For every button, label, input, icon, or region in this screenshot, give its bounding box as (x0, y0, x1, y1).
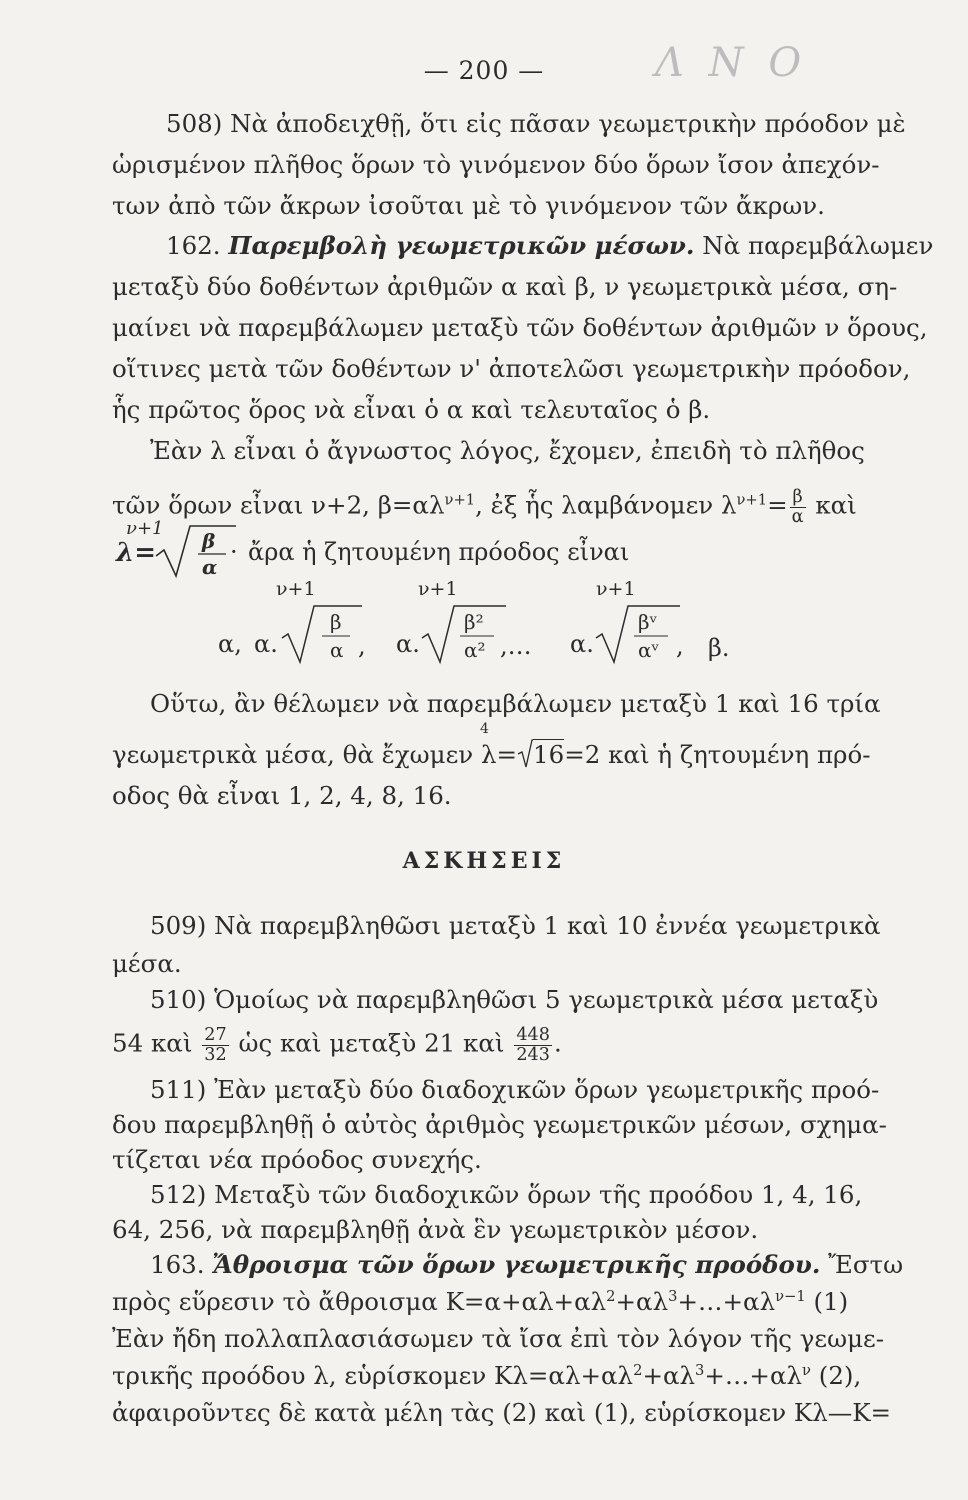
radical-sign-16 (517, 739, 533, 769)
text-part: (1) (805, 1287, 849, 1317)
p508-line-1: 508) Νὰ ἀποδειχθῇ, ὅτι εἰς πᾶσαν γεωμετρικὴν πρόοδον μὲ (166, 109, 906, 138)
page-number: — 200 — (423, 56, 545, 85)
seq-first-term: α, (218, 630, 242, 658)
p511-line-3: τίζεται νέα πρόοδος συνεχής. (112, 1145, 482, 1174)
p509-line-2: μέσα. (112, 949, 182, 978)
radicand: 16 (533, 740, 565, 769)
exponent: 2 (606, 1288, 616, 1305)
seq-term2-sep: ,… (500, 632, 532, 660)
therefore-text: ἄρα ἡ ζητουμένη πρόοδος εἶναι (248, 538, 630, 566)
p512-line-2: 64, 256, νὰ παρεμβληθῇ ἀνὰ ἓν γεωμετρικὸν μέσον. (112, 1215, 759, 1244)
exponent: ν+1 (736, 491, 768, 509)
s162-line-2: μεταξὺ δύο δοθέντων ἀριθμῶν α καὶ β, ν γεωμετρικὰ μέσα, ση- (112, 272, 898, 301)
text-part: 54 καὶ (112, 1028, 193, 1058)
root-denominator: α (202, 555, 218, 579)
fraction-denominator: 243 (516, 1044, 550, 1065)
seq-index-1: ν+1 (276, 578, 316, 600)
text-part: =2 καὶ ἡ ζητουμένη πρό- (564, 740, 871, 769)
s162-line-6: Ἐὰν λ εἶναι ὁ ἄγνωστος λόγος, ἔχομεν, ἐπειδὴ τὸ πλῆθος (150, 436, 865, 465)
fraction-denominator: 32 (204, 1044, 227, 1065)
s163-line-3: Ἐὰν ἤδη πολλαπλασιάσωμεν τὰ ἴσα ἐπὶ τὸν λόγον τῆς γεωμε- (112, 1324, 885, 1353)
s163-line-4 (112, 1361, 862, 1391)
seq-termn-denominator: αᵛ (638, 638, 659, 662)
exponent: ν (802, 1362, 811, 1379)
text-part: τῶν ὅρων εἶναι ν+2, β=αλ (112, 490, 445, 520)
text-part: , ἐξ ἧς λαμβάνομεν λ (475, 490, 737, 520)
s162-number: 162. (166, 231, 221, 260)
lambda-label: λ= (116, 538, 157, 568)
s163-line-1 (150, 1250, 904, 1279)
seq-termn-numerator: βᵛ (638, 610, 658, 634)
exponent: 3 (695, 1362, 705, 1379)
text-part: (2), (810, 1361, 862, 1391)
example-line-2 (112, 740, 871, 769)
s163-number: 163. (150, 1250, 205, 1279)
text-part: ὡς καὶ μεταξὺ 21 καὶ (238, 1028, 505, 1058)
seq-last-term: β. (708, 634, 730, 662)
seq-index-2: ν+1 (418, 578, 458, 600)
text-part: +…+αλ (677, 1287, 776, 1317)
fraction-numerator: 448 (516, 1025, 550, 1045)
seq-term2-denominator: α² (464, 638, 486, 662)
p510-line-1: 510) Ὁμοίως νὰ παρεμβληθῶσι 5 γεωμετρικὰ μέσα μεταξὺ (150, 985, 879, 1014)
s162-line-4: οἵτινες μετὰ τῶν δοθέντων ν' ἀποτελῶσι γεωμετρικὴν πρόοδον, (112, 354, 911, 383)
p510-line-2 (112, 1026, 562, 1064)
p512-line-1: 512) Μεταξὺ τῶν διαδοχικῶν ὅρων τῆς προόδου 1, 4, 16, (150, 1180, 863, 1209)
seq-term1-sep: , (358, 632, 366, 660)
seq-index-n: ν+1 (596, 578, 636, 600)
text-part: = (767, 490, 788, 520)
exponent: 2 (633, 1362, 643, 1379)
seq-termn-sep: , (676, 632, 684, 660)
p511-line-2: δου παρεμβληθῇ ὁ αὐτὸς ἀριθμὸς γεωμετρικῶν μέσων, σχημα- (112, 1110, 887, 1139)
example-line-3: οδος θὰ εἶναι 1, 2, 4, 8, 16. (112, 781, 452, 810)
example-line-1: Οὕτω, ἂν θέλωμεν νὰ παρεμβάλωμεν μεταξὺ 1 καὶ 16 τρία (150, 689, 881, 718)
s163-line-5: ἀφαιροῦντες δὲ κατὰ μέλη τὰς (2) καὶ (1), εὑρίσκομεν Κλ—Κ= (112, 1398, 892, 1427)
s163-lead: Ἔστω (828, 1250, 904, 1279)
root-index: ν+1 (126, 518, 164, 539)
text-part: πρὸς εὕρεσιν τὸ ἄθροισμα Κ=α+αλ+αλ (112, 1287, 607, 1317)
fraction-27-32 (202, 1026, 228, 1064)
fraction-numerator: 27 (204, 1025, 227, 1045)
exponent: 3 (668, 1288, 678, 1305)
exponent: ν+1 (444, 491, 476, 509)
root-numerator: β (202, 529, 216, 553)
text-part: +…+αλ (704, 1361, 803, 1391)
p508-line-2: ὡρισμένον πλῆθος ὅρων τὸ γινόμενον δύο ὅρων ἴσον ἀπεχόν- (112, 150, 880, 179)
fraction-numerator: β (790, 488, 806, 508)
p509-line-1: 509) Νὰ παρεμβληθῶσι μεταξὺ 1 καὶ 10 ἐννέα γεωμετρικὰ (150, 911, 881, 940)
seq-term1-denominator: α (330, 638, 344, 662)
s163-line-2 (112, 1287, 849, 1317)
text-part: +αλ (615, 1287, 669, 1317)
seq-a-dot-n: α. (570, 630, 594, 658)
sqrt-16 (517, 740, 565, 769)
s162-line-5: ἧς πρῶτος ὅρος νὰ εἶναι ὁ α καὶ τελευταῖος ὁ β. (112, 395, 711, 424)
s162-line-3: μαίνει νὰ παρεμβάλωμεν μεταξὺ τῶν δοθέντων ἀριθμῶν ν ὅρους, (112, 313, 928, 342)
p511-line-1: 511) Ἐὰν μεταξὺ δύο διαδοχικῶν ὅρων γεωμετρικῆς προό- (150, 1075, 880, 1104)
text-part: . (553, 1028, 562, 1058)
root-dot: · (230, 538, 238, 566)
seq-a-dot-1: α. (254, 630, 278, 658)
s162-lead: Νὰ παρεμβάλωμεν (702, 231, 934, 260)
text-part: καὶ (815, 490, 857, 520)
fraction-beta-alpha (790, 488, 806, 526)
radical-sign-1 (280, 600, 370, 666)
seq-term1-numerator: β (330, 610, 342, 634)
text-part: τρικῆς προόδου λ, εὑρίσκομεν Κλ=αλ+αλ (112, 1361, 634, 1391)
seq-term2-numerator: β² (464, 610, 484, 634)
example-root-index: 4 (480, 721, 489, 737)
s163-heading: Ἄθροισμα τῶν ὅρων γεωμετρικῆς προόδου. (212, 1250, 821, 1279)
s162-line-1 (166, 231, 934, 260)
exponent: ν−1 (775, 1288, 806, 1305)
fraction-448-243 (514, 1026, 552, 1064)
seq-a-dot-2: α. (396, 630, 420, 658)
fraction-denominator: α (791, 506, 804, 527)
text-part: +αλ (642, 1361, 696, 1391)
s162-heading: Παρεμβολὴ γεωμετρικῶν μέσων. (228, 231, 695, 260)
exercises-heading: ΑΣΚΗΣΕΙΣ (402, 848, 566, 874)
pencil-annotation: Λ Ν Ο (655, 40, 808, 86)
text-part: γεωμετρικὰ μέσα, θὰ ἔχωμεν λ= (112, 740, 518, 769)
p508-line-3: των ἀπὸ τῶν ἄκρων ἰσοῦται μὲ τὸ γινόμενον τῶν ἄκρων. (112, 191, 825, 220)
